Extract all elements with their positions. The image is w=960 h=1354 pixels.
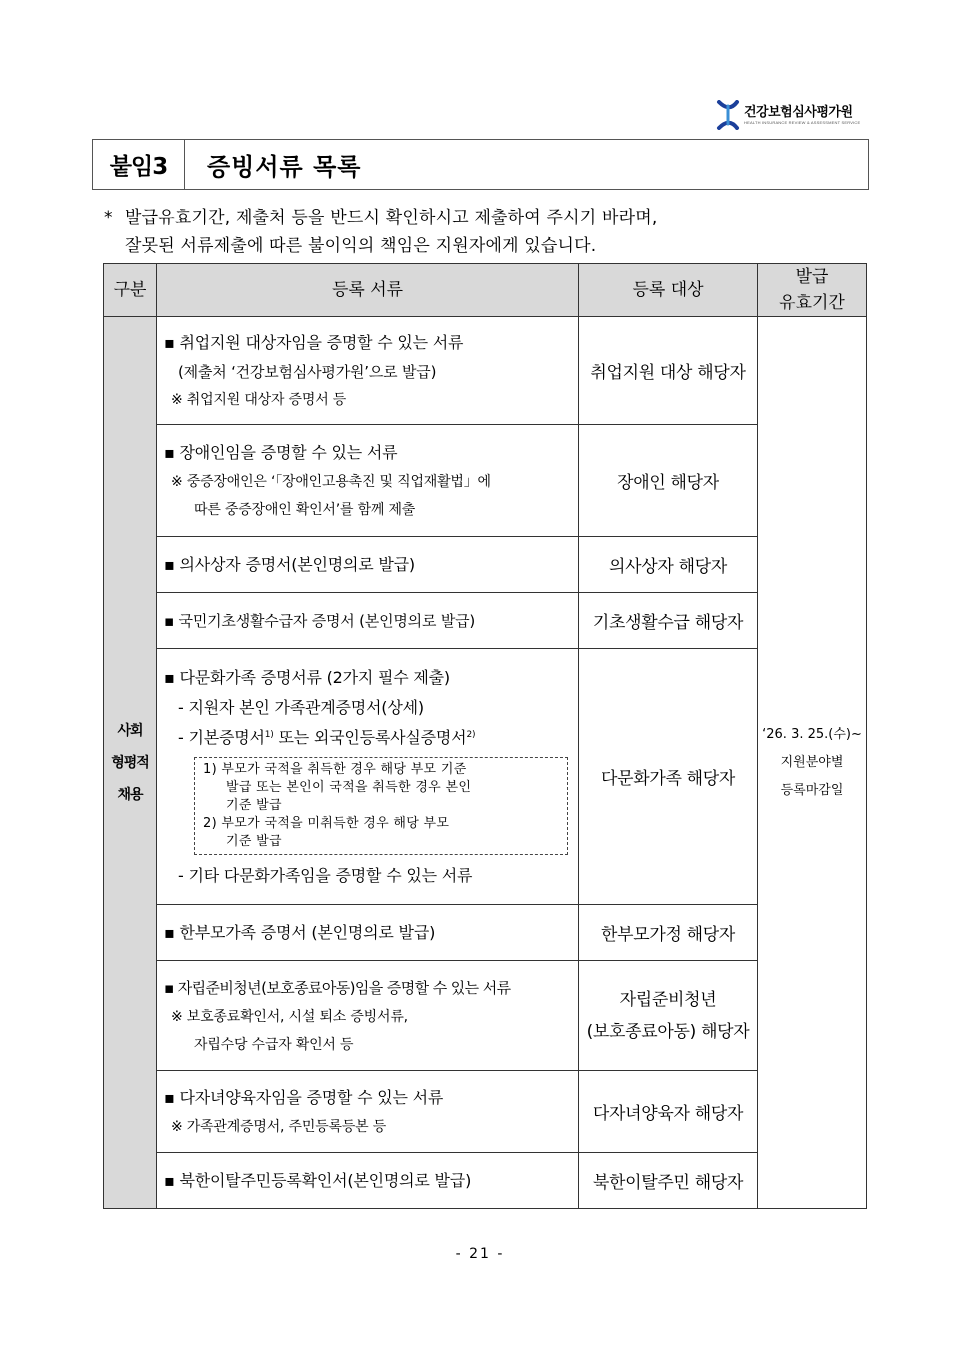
document-cell [157,1071,579,1153]
table-row [104,593,867,649]
target-cell: 다자녀양육자 해당자 [579,1071,758,1153]
validity-line-2: 지원분야별 [780,754,844,770]
target-cell: 장애인 해당자 [579,425,758,537]
footnote-1-line-1: 1) 부모가 국적을 취득한 경우 해당 부모 기준 [203,761,467,777]
table-row [104,1153,867,1209]
section-title: 증빙서류 목록 [207,153,362,181]
document-note-cont: 따른 중증장애인 확인서’를 함께 제출 [194,501,416,518]
table-row [104,1071,867,1153]
validity-line-3: 등록마감일 [780,782,844,798]
logo-icon [716,100,740,130]
notice-line-1: 발급유효기간, 제출처 등을 반드시 확인하시고 제출하여 주시기 바라며, [125,208,658,228]
category-line-2: 형평적 [111,754,149,771]
document-note: ※ 취업지원 대상자 증명서 등 [171,391,347,408]
footnote-1-line-3: 기준 발급 [226,797,282,813]
document-item-2 [164,723,574,753]
document-cell [157,961,579,1071]
table-row [104,537,867,593]
document-item-1: - 지원자 본인 가족관계증명서(상세) [178,697,424,717]
document-cell [157,317,579,425]
document-note-cont: 자립수당 수급자 확인서 등 [194,1036,354,1053]
footnote-ref-2: 2) [466,729,476,740]
header-validity-line-2: 유효기간 [779,293,845,313]
attachment-tag: 붙임3 [93,140,185,189]
documents-table [103,263,867,1209]
document-note: ※ 보호종료확인서, 시설 퇴소 증빙서류, [171,1008,408,1025]
table-row [104,317,867,425]
category-line-1: 사회 [117,722,143,739]
notice-bullet: * [104,208,113,228]
document-title: ▪ 취업지원 대상자임을 증명할 수 있는 서류 [164,332,464,352]
document-note: ※ 가족관계증명서, 주민등록등본 등 [171,1118,387,1135]
document-title: ▪ 다문화가족 증명서류 (2가지 필수 제출) [164,667,450,687]
target-cell: 의사상자 해당자 [579,537,758,593]
target-cell: 취업지원 대상 해당자 [579,317,758,425]
category-line-3: 채용 [117,786,143,803]
document-cell [157,537,579,593]
org-subtitle: HEALTH INSURANCE REVIEW & ASSESSMENT SERVICE [744,119,861,125]
document-cell [157,425,579,537]
target-cell: 기초생활수급 해당자 [579,593,758,649]
header-target: 등록 대상 [579,264,758,317]
table-row [104,905,867,961]
section-title-box [92,139,869,190]
page-number: - 21 - [455,1246,505,1262]
footnote-2-line-1: 2) 부모가 국적을 미취득한 경우 해당 부모 [203,815,450,831]
org-name: 건강보험심사평가원 [744,104,853,120]
footnote-1-line-2: 발급 또는 본인이 국적을 취득한 경우 본인 [226,779,472,795]
table-row [104,961,867,1071]
document-cell [157,1153,579,1209]
document-title: ▪ 다자녀양육자임을 증명할 수 있는 서류 [164,1087,444,1107]
document-cell [157,649,579,905]
footnote-ref-1: 1) [264,729,274,740]
document-cell [157,905,579,961]
target-cell [579,961,758,1071]
document-title: ▪ 자립준비청년(보호종료아동)임을 증명할 수 있는 서류 [164,978,511,997]
table-row [104,425,867,537]
table-header-row [104,264,867,317]
org-logo [716,100,860,130]
notice-line-2: 잘못된 서류제출에 따른 불이익의 책임은 지원자에게 있습니다. [125,236,597,256]
target-cell: 다문화가족 해당자 [579,649,758,905]
footnote-box [194,757,568,855]
target-line-2: (보호종료아동) 해당자 [586,1021,750,1042]
document-note: ※ 중증장애인은 ‘「장애인고용촉진 및 직업재활법」에 [171,473,491,490]
footnote-2-line-2: 기준 발급 [226,833,282,849]
document-title: ▪ 국민기초생활수급자 증명서 (본인명의로 발급) [164,611,476,630]
document-cell [157,593,579,649]
target-cell: 북한이탈주민 해당자 [579,1153,758,1209]
validity-line-1: ‘26. 3. 25.(수)~ [762,726,862,742]
document-title: ▪ 한부모가족 증명서 (본인명의로 발급) [164,922,436,942]
document-title: ▪ 북한이탈주민등록확인서(본인명의로 발급) [164,1170,472,1190]
target-cell: 한부모가정 해당자 [579,905,758,961]
notice [104,204,864,260]
document-title: ▪ 장애인임을 증명할 수 있는 서류 [164,442,398,462]
document-item-2a: - 기본증명서 [178,727,265,747]
validity-cell [758,317,867,1209]
header-validity-line-1: 발급 [795,267,829,287]
header-validity [758,264,867,317]
category-cell [104,317,157,1209]
target-line-1: 자립준비청년 [619,989,717,1010]
table-row [104,649,867,905]
header-documents: 등록 서류 [157,264,579,317]
document-item-2b: 또는 외국인등록사실증명서 [273,727,467,747]
document-title: ▪ 의사상자 증명서(본인명의로 발급) [164,554,415,574]
document-item-3: - 기타 다문화가족임을 증명할 수 있는 서류 [178,865,473,885]
document-detail: (제출처 ‘건강보험심사평가원’으로 발급) [178,362,437,381]
header-category: 구분 [104,264,157,317]
